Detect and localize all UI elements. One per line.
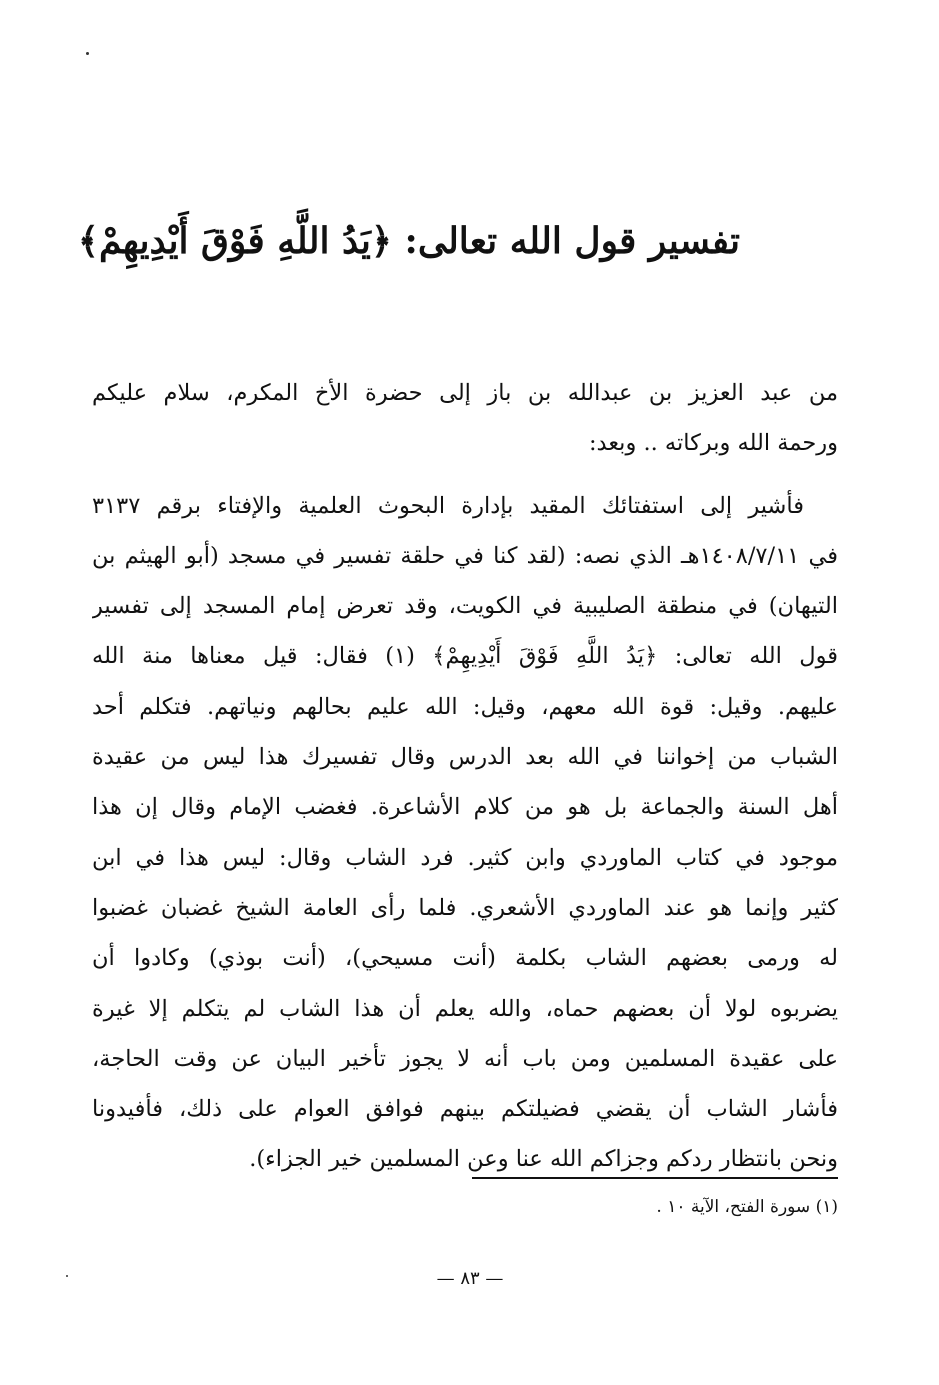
- text-line: يضربوه لولا أن بعضهم حماه، والله يعلم أن هذا الشاب لم يتكلم إلا غيرة: [92, 995, 838, 1022]
- title-text: تفسير قول الله تعالى:: [404, 220, 740, 262]
- scan-speck: [66, 1275, 68, 1277]
- text-line: ونحن بانتظار ردكم وجزاكم الله عنا وعن المسلمين خير الجزاء).: [249, 1146, 838, 1173]
- letter-body: [92, 368, 838, 1185]
- text-line: التيهان) في منطقة الصليبية في الكويت، وقد تعرض إمام المسجد إلى تفسير: [92, 593, 838, 620]
- text-line: عليهم. وقيل: قوة الله معهم، وقيل: الله عليم بحالهم ونياتهم. فتكلم أحد: [92, 693, 838, 720]
- footnote: (١) سورة الفتح، الآية ١٠ .: [656, 1197, 838, 1217]
- text-line: فأشار الشاب أن يقضي فضيلتكم بينهم فوافق العوام على ذلك، فأفيدونا: [92, 1096, 838, 1123]
- text-line: أهل السنة والجماعة بل هو من كلام الأشاعرة. فغضب الإمام وقال إن هذا: [92, 794, 838, 821]
- title-verse: ﴿يَدُ اللَّهِ فَوْقَ أَيْدِيهِمْ﴾: [77, 220, 392, 262]
- text-line: كثير وإنما هو عند الماوردي الأشعري. فلما رأى العامة الشيخ غضبان غضبوا: [92, 894, 838, 921]
- text-line: له ورمى بعضهم الشاب بكلمة (أنت مسيحي)، (أنت بوذي) وكادوا أن: [92, 945, 838, 972]
- text-line: قول الله تعالى: ﴿يَدُ اللَّهِ فَوْقَ أَيْدِيهِمْ﴾ (١) فقال: قيل معناها منة الله: [92, 643, 838, 670]
- text-line: الشباب من إخواننا في الله بعد الدرس وقال تفسيرك هذا ليس من عقيدة: [92, 744, 838, 771]
- page-number: — ٨٣ —: [436, 1268, 504, 1289]
- text-line: ورحمة الله وبركاته .. وبعد:: [588, 430, 838, 457]
- text-line: موجود في كتاب الماوردي وابن كثير. فرد الشاب وقال: ليس هذا في ابن: [92, 844, 838, 871]
- footnote-divider: [472, 1177, 838, 1179]
- page-title: [77, 205, 740, 277]
- text-line: من عبد العزيز بن عبدالله بن باز إلى حضرة الأخ المكرم، سلام عليكم: [92, 380, 838, 406]
- text-line: فأشير إلى استفتائك المقيد بإدارة البحوث العلمية والإفتاء برقم ٣١٣٧: [92, 492, 804, 519]
- text-line: على عقيدة المسلمين ومن باب أنه لا يجوز تأخير البيان عن وقت الحاجة،: [92, 1045, 838, 1072]
- scan-speck: [86, 52, 89, 55]
- paragraph-gap: [92, 469, 838, 481]
- text-line: في ١٤٠٨/٧/١١هـ الذي نصه: (لقد كنا في حلقة تفسير في مسجد (أبو الهيثم بن: [92, 542, 838, 569]
